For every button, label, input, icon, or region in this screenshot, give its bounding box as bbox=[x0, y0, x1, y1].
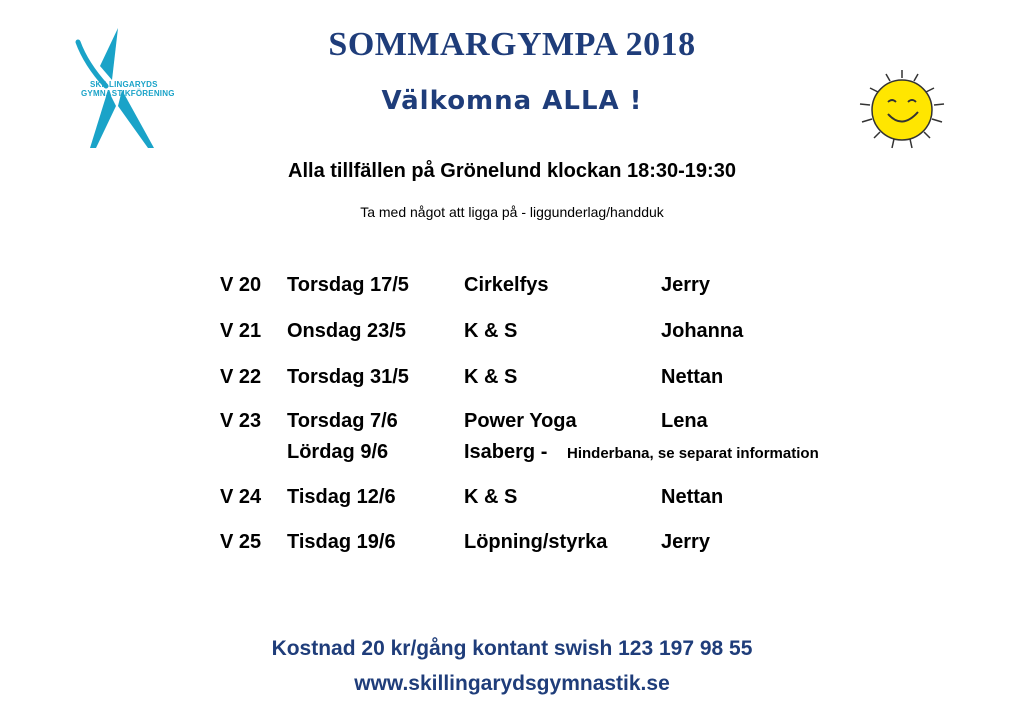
day-cell: Onsdag 23/5 bbox=[287, 320, 406, 342]
activity-cell: K & S bbox=[464, 486, 518, 508]
leader-cell: Nettan bbox=[661, 366, 724, 388]
leader-cell: Johanna bbox=[661, 320, 744, 342]
location-text: Alla tillfällen på Grönelund klockan 18:30-19:30 bbox=[288, 160, 736, 182]
day-cell: Torsdag 17/5 bbox=[287, 274, 409, 296]
bring-text: Ta med något att ligga på - liggunderlag/handduk bbox=[360, 204, 664, 220]
week-cell: V 21 bbox=[220, 320, 262, 342]
day-cell: Tisdag 12/6 bbox=[287, 486, 396, 508]
week-cell: V 20 bbox=[220, 274, 262, 296]
activity-cell: K & S bbox=[464, 366, 518, 388]
activity-cell: Löpning/styrka bbox=[464, 531, 608, 553]
activity-cell: Power Yoga bbox=[464, 410, 577, 432]
logo-text-line1: SKILLINGARYDS bbox=[90, 80, 158, 89]
leader-cell: Nettan bbox=[661, 486, 724, 508]
day-cell: Lördag 9/6 bbox=[287, 441, 389, 463]
day-cell: Tisdag 19/6 bbox=[287, 531, 396, 553]
logo-text-line2: GYMNASTIKFÖRENING bbox=[81, 89, 175, 98]
leader-cell: Jerry bbox=[661, 274, 710, 296]
week-cell: V 25 bbox=[220, 531, 262, 553]
activity-cell: K & S bbox=[464, 320, 518, 342]
page-title: SOMMARGYMPA 2018 bbox=[328, 26, 696, 63]
week-cell: V 23 bbox=[220, 410, 262, 432]
activity-cell: Cirkelfys bbox=[464, 274, 549, 296]
leader-cell: Jerry bbox=[661, 531, 710, 553]
week-cell: V 24 bbox=[220, 486, 262, 508]
note-cell: Hinderbana, se separat information bbox=[567, 445, 819, 462]
cost-text: Kostnad 20 kr/gång kontant swish 123 197 98 55 bbox=[271, 637, 753, 660]
day-cell: Torsdag 7/6 bbox=[287, 410, 398, 432]
website-link[interactable]: www.skillingarydsgymnastik.se bbox=[354, 672, 670, 695]
day-cell: Torsdag 31/5 bbox=[287, 366, 409, 388]
leader-cell: Lena bbox=[661, 410, 708, 432]
week-cell: V 22 bbox=[220, 366, 262, 388]
activity-cell: Isaberg - bbox=[464, 441, 548, 463]
welcome-text: Välkomna ALLA ! bbox=[381, 86, 643, 116]
